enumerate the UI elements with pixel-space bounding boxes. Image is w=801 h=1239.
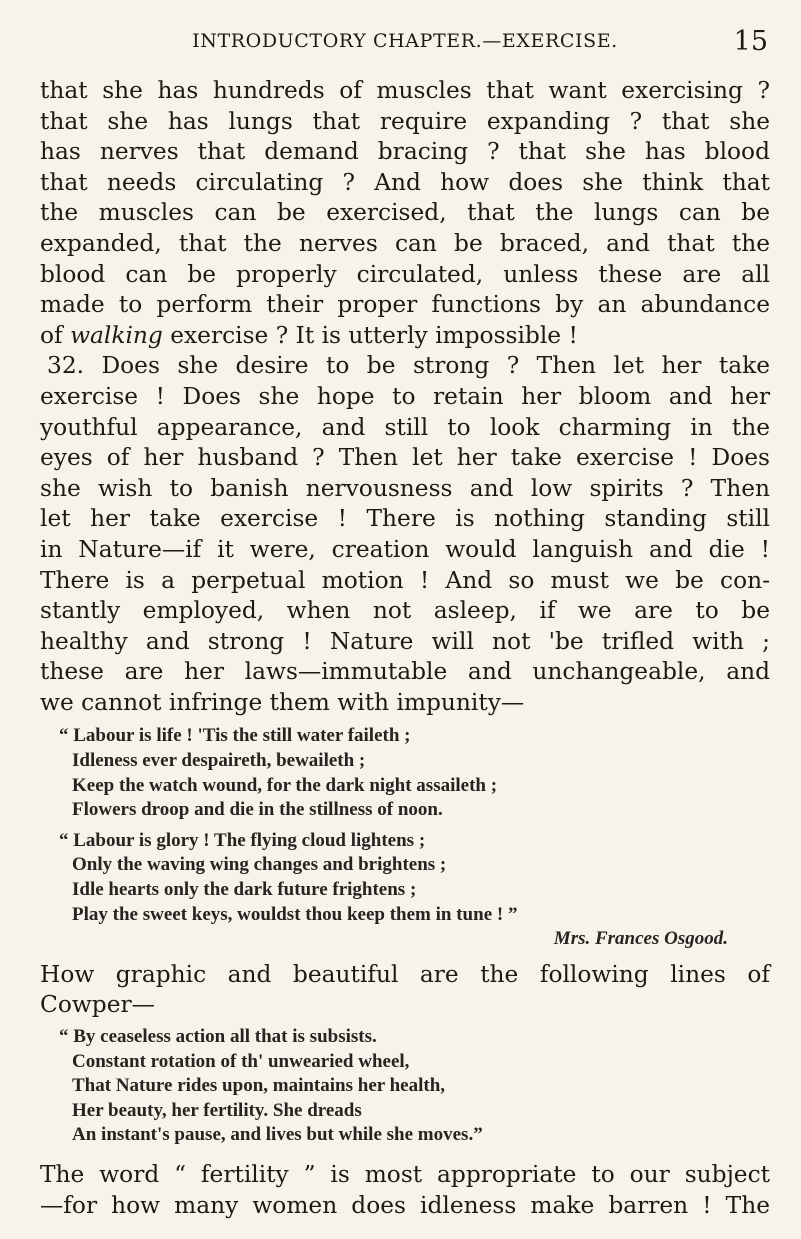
text-line: stantly employed, when not asleep, if we are to be: [40, 597, 770, 625]
poem-line: Play the sweet keys, wouldst thou keep them in tune ! ”: [72, 903, 518, 925]
text-line: blood can be properly circulated, unless these are all: [40, 260, 770, 288]
poem-line: Only the waving wing changes and brightens ;: [72, 854, 447, 876]
body-text: [40, 76, 770, 1221]
text-line: we cannot infringe them with impunity—: [40, 688, 525, 716]
text-line: [40, 321, 770, 352]
text-line: The word “ fertility ” is most appropriate to our subject: [40, 1160, 770, 1188]
poem-line: “ Labour is glory ! The flying cloud lightens ;: [59, 829, 426, 851]
poem-line: An instant's pause, and lives but while she moves.”: [72, 1124, 483, 1146]
poem-line: Idleness ever despaireth, bewaileth ;: [72, 750, 366, 772]
text-line: let her take exercise ! There is nothing standing still: [40, 505, 770, 533]
poem-line: Constant rotation of th' unwearied wheel,: [72, 1050, 410, 1072]
text-line: that she has hundreds of muscles that want exercising ?: [40, 77, 770, 104]
text-line: —for how many women does idleness make barren ! The: [40, 1191, 770, 1219]
text-line: youthful appearance, and still to look charming in the: [40, 413, 770, 441]
poem-line: Idle hearts only the dark future frightens ;: [72, 879, 417, 901]
running-head: INTRODUCTORY CHAPTER.—EXERCISE.: [192, 30, 618, 52]
page-number: 15: [733, 26, 768, 57]
poem-osgood: [40, 724, 770, 951]
text-line: healthy and strong ! Nature will not 'be trifled with ;: [40, 627, 770, 655]
paragraph-cowper: [40, 960, 770, 1021]
text-line: How graphic and beautiful are the following lines of: [40, 960, 770, 988]
text-line: expanded, that the nerves can be braced, and that the: [40, 229, 770, 257]
text-line: that she has lungs that require expanding ? that she: [40, 107, 770, 135]
text-fragment: of: [40, 321, 71, 349]
text-line: the muscles can be exercised, that the lungs can be: [40, 199, 770, 227]
poem-line: Her beauty, her fertility. She dreads: [72, 1099, 362, 1121]
poem-stanza: [40, 829, 770, 952]
text-line: made to perform their proper functions by an abundance: [40, 291, 770, 319]
text-line: 32. Does she desire to be strong ? Then let her take: [47, 352, 770, 380]
text-line: in Nature—if it were, creation would languish and die !: [40, 535, 770, 563]
text-line: eyes of her husband ? Then let her take exercise ! Does: [40, 444, 770, 472]
poem-line: “ By ceaseless action all that is subsists.: [59, 1026, 377, 1047]
text-line: Cowper—: [40, 991, 155, 1019]
paragraph-32: [40, 351, 770, 718]
poem-attribution: Mrs. Frances Osgood.: [553, 928, 728, 950]
poem-line: “ Labour is life ! 'Tis the still water faileth ;: [59, 725, 411, 747]
poem-line: Flowers droop and die in the stillness of noon.: [72, 799, 443, 821]
text-line: these are her laws—immutable and unchangeable, and: [40, 658, 770, 686]
poem-cowper: [40, 1025, 770, 1148]
poem-line: Keep the watch wound, for the dark night assaileth ;: [72, 774, 498, 796]
paragraph-1: [40, 76, 770, 351]
text-fragment: exercise ? It is utterly impossible !: [162, 321, 578, 349]
text-line: she wish to banish nervousness and low spirits ? Then: [40, 474, 770, 502]
text-line: that needs circulating ? And how does she think that: [40, 168, 770, 196]
text-line: exercise ! Does she hope to retain her bloom and her: [40, 382, 770, 410]
paragraph-fertility: [40, 1160, 770, 1221]
poem-stanza: [40, 724, 770, 822]
text-line: has nerves that demand bracing ? that she has blood: [40, 138, 770, 166]
emphasis-walking: walking: [70, 321, 163, 349]
text-line: There is a perpetual motion ! And so must we be con-: [40, 566, 770, 594]
page-header: [40, 28, 770, 58]
poem-line: That Nature rides upon, maintains her health,: [72, 1075, 446, 1097]
